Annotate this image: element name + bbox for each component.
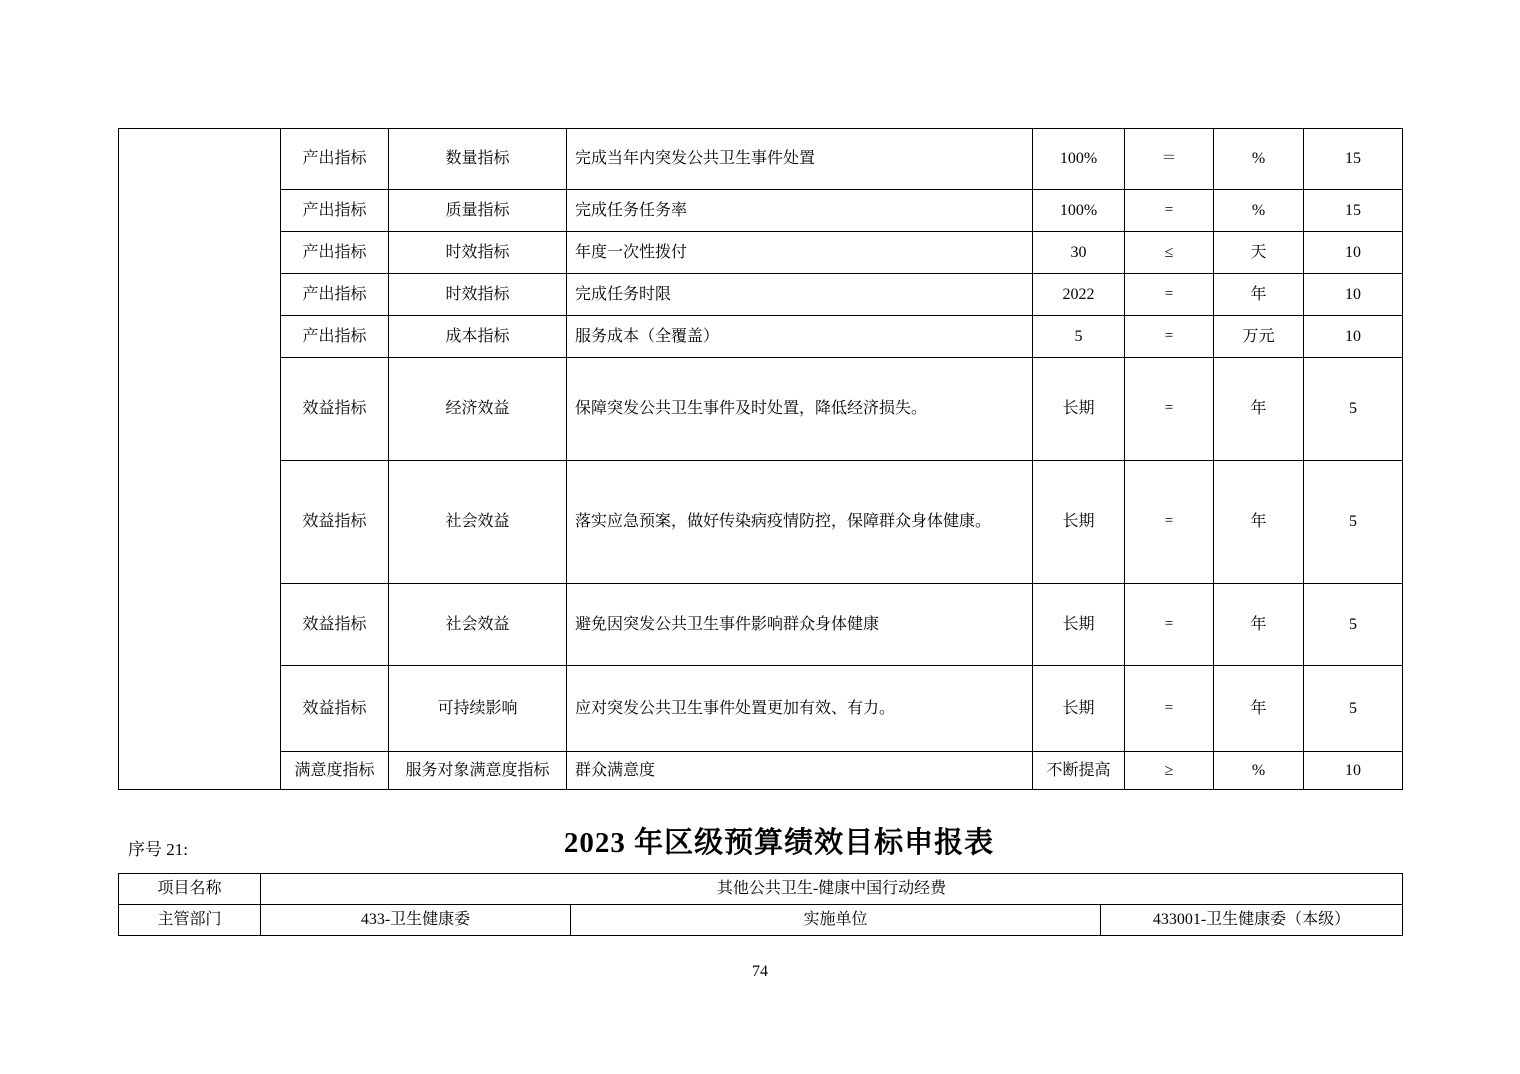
indicator-name-cell: 服务成本（全覆盖）	[567, 316, 1033, 358]
score-cell: 5	[1304, 584, 1403, 666]
target-value-cell: 100%	[1033, 129, 1125, 190]
category-cell: 效益指标	[281, 666, 389, 752]
indicator-table	[118, 128, 1403, 790]
comparison-sign-cell: ≥	[1125, 752, 1214, 790]
indicator-row	[119, 274, 1403, 316]
score-cell: 15	[1304, 129, 1403, 190]
category-cell: 效益指标	[281, 461, 389, 584]
score-cell: 10	[1304, 274, 1403, 316]
caption-area	[118, 820, 1402, 868]
unit-cell: %	[1214, 129, 1304, 190]
category-cell: 效益指标	[281, 358, 389, 461]
subcategory-cell: 社会效益	[389, 584, 567, 666]
unit-cell: 万元	[1214, 316, 1304, 358]
project-name-label-cell: 项目名称	[119, 874, 261, 905]
subcategory-cell: 社会效益	[389, 461, 567, 584]
indicator-name-cell: 应对突发公共卫生事件处置更加有效、有力。	[567, 666, 1033, 752]
category-cell: 效益指标	[281, 584, 389, 666]
target-value-cell: 30	[1033, 232, 1125, 274]
unit-cell: 年	[1214, 274, 1304, 316]
indicator-row	[119, 358, 1403, 461]
department-value-cell: 433-卫生健康委	[261, 905, 571, 936]
comparison-sign-cell: =	[1125, 461, 1214, 584]
category-cell: 产出指标	[281, 232, 389, 274]
indicator-name-cell: 完成当年内突发公共卫生事件处置	[567, 129, 1033, 190]
unit-cell: 年	[1214, 584, 1304, 666]
score-cell: 5	[1304, 461, 1403, 584]
target-value-cell: 长期	[1033, 461, 1125, 584]
subcategory-cell: 经济效益	[389, 358, 567, 461]
score-cell: 10	[1304, 316, 1403, 358]
subcategory-cell: 数量指标	[389, 129, 567, 190]
unit-cell: 年	[1214, 461, 1304, 584]
indicator-name-cell: 群众满意度	[567, 752, 1033, 790]
serial-number-label: 序号 21:	[128, 840, 188, 859]
project-name-value-cell: 其他公共卫生-健康中国行动经费	[261, 874, 1403, 905]
department-label-cell: 主管部门	[119, 905, 261, 936]
indicator-name-cell: 落实应急预案，做好传染病疫情防控，保障群众身体健康。	[567, 461, 1033, 584]
score-cell: 5	[1304, 358, 1403, 461]
page-number: 74	[752, 963, 768, 980]
comparison-sign-cell: =	[1125, 358, 1214, 461]
target-value-cell: 2022	[1033, 274, 1125, 316]
project-name-row	[119, 874, 1403, 905]
subcategory-cell: 成本指标	[389, 316, 567, 358]
comparison-sign-cell: =	[1125, 316, 1214, 358]
subcategory-cell: 质量指标	[389, 190, 567, 232]
category-cell: 产出指标	[281, 129, 389, 190]
indicator-row	[119, 752, 1403, 790]
subcategory-cell: 服务对象满意度指标	[389, 752, 567, 790]
target-value-cell: 5	[1033, 316, 1125, 358]
indicator-name-cell: 完成任务时限	[567, 274, 1033, 316]
indicator-row	[119, 584, 1403, 666]
score-cell: 10	[1304, 752, 1403, 790]
report-title: 2023 年区级预算绩效目标申报表	[563, 827, 995, 859]
unit-cell: %	[1214, 752, 1304, 790]
subcategory-cell: 可持续影响	[389, 666, 567, 752]
unit-cell: 天	[1214, 232, 1304, 274]
indicator-name-cell: 完成任务任务率	[567, 190, 1033, 232]
category-cell: 产出指标	[281, 316, 389, 358]
subcategory-cell: 时效指标	[389, 274, 567, 316]
target-value-cell: 长期	[1033, 358, 1125, 461]
indicator-name-cell: 年度一次性拨付	[567, 232, 1033, 274]
indicator-row	[119, 129, 1403, 190]
comparison-sign-cell: =	[1125, 274, 1214, 316]
category-cell: 产出指标	[281, 190, 389, 232]
comparison-sign-cell: ≤	[1125, 232, 1214, 274]
indicator-row	[119, 461, 1403, 584]
implement-unit-value-cell: 433001-卫生健康委（本级）	[1101, 905, 1403, 936]
continued-span-cell	[119, 129, 281, 790]
target-value-cell: 长期	[1033, 666, 1125, 752]
department-row	[119, 905, 1403, 936]
indicator-row	[119, 666, 1403, 752]
indicator-row	[119, 316, 1403, 358]
indicator-name-cell: 避免因突发公共卫生事件影响群众身体健康	[567, 584, 1033, 666]
target-value-cell: 长期	[1033, 584, 1125, 666]
subcategory-cell: 时效指标	[389, 232, 567, 274]
score-cell: 10	[1304, 232, 1403, 274]
score-cell: 5	[1304, 666, 1403, 752]
comparison-sign-cell: ＝	[1125, 129, 1214, 190]
category-cell: 满意度指标	[281, 752, 389, 790]
comparison-sign-cell: =	[1125, 666, 1214, 752]
implement-unit-label-cell: 实施单位	[571, 905, 1101, 936]
comparison-sign-cell: =	[1125, 190, 1214, 232]
target-value-cell: 100%	[1033, 190, 1125, 232]
indicator-row	[119, 232, 1403, 274]
declaration-table	[118, 873, 1403, 936]
comparison-sign-cell: =	[1125, 584, 1214, 666]
score-cell: 15	[1304, 190, 1403, 232]
target-value-cell: 不断提高	[1033, 752, 1125, 790]
unit-cell: %	[1214, 190, 1304, 232]
unit-cell: 年	[1214, 666, 1304, 752]
indicator-name-cell: 保障突发公共卫生事件及时处置，降低经济损失。	[567, 358, 1033, 461]
indicator-row	[119, 190, 1403, 232]
category-cell: 产出指标	[281, 274, 389, 316]
unit-cell: 年	[1214, 358, 1304, 461]
